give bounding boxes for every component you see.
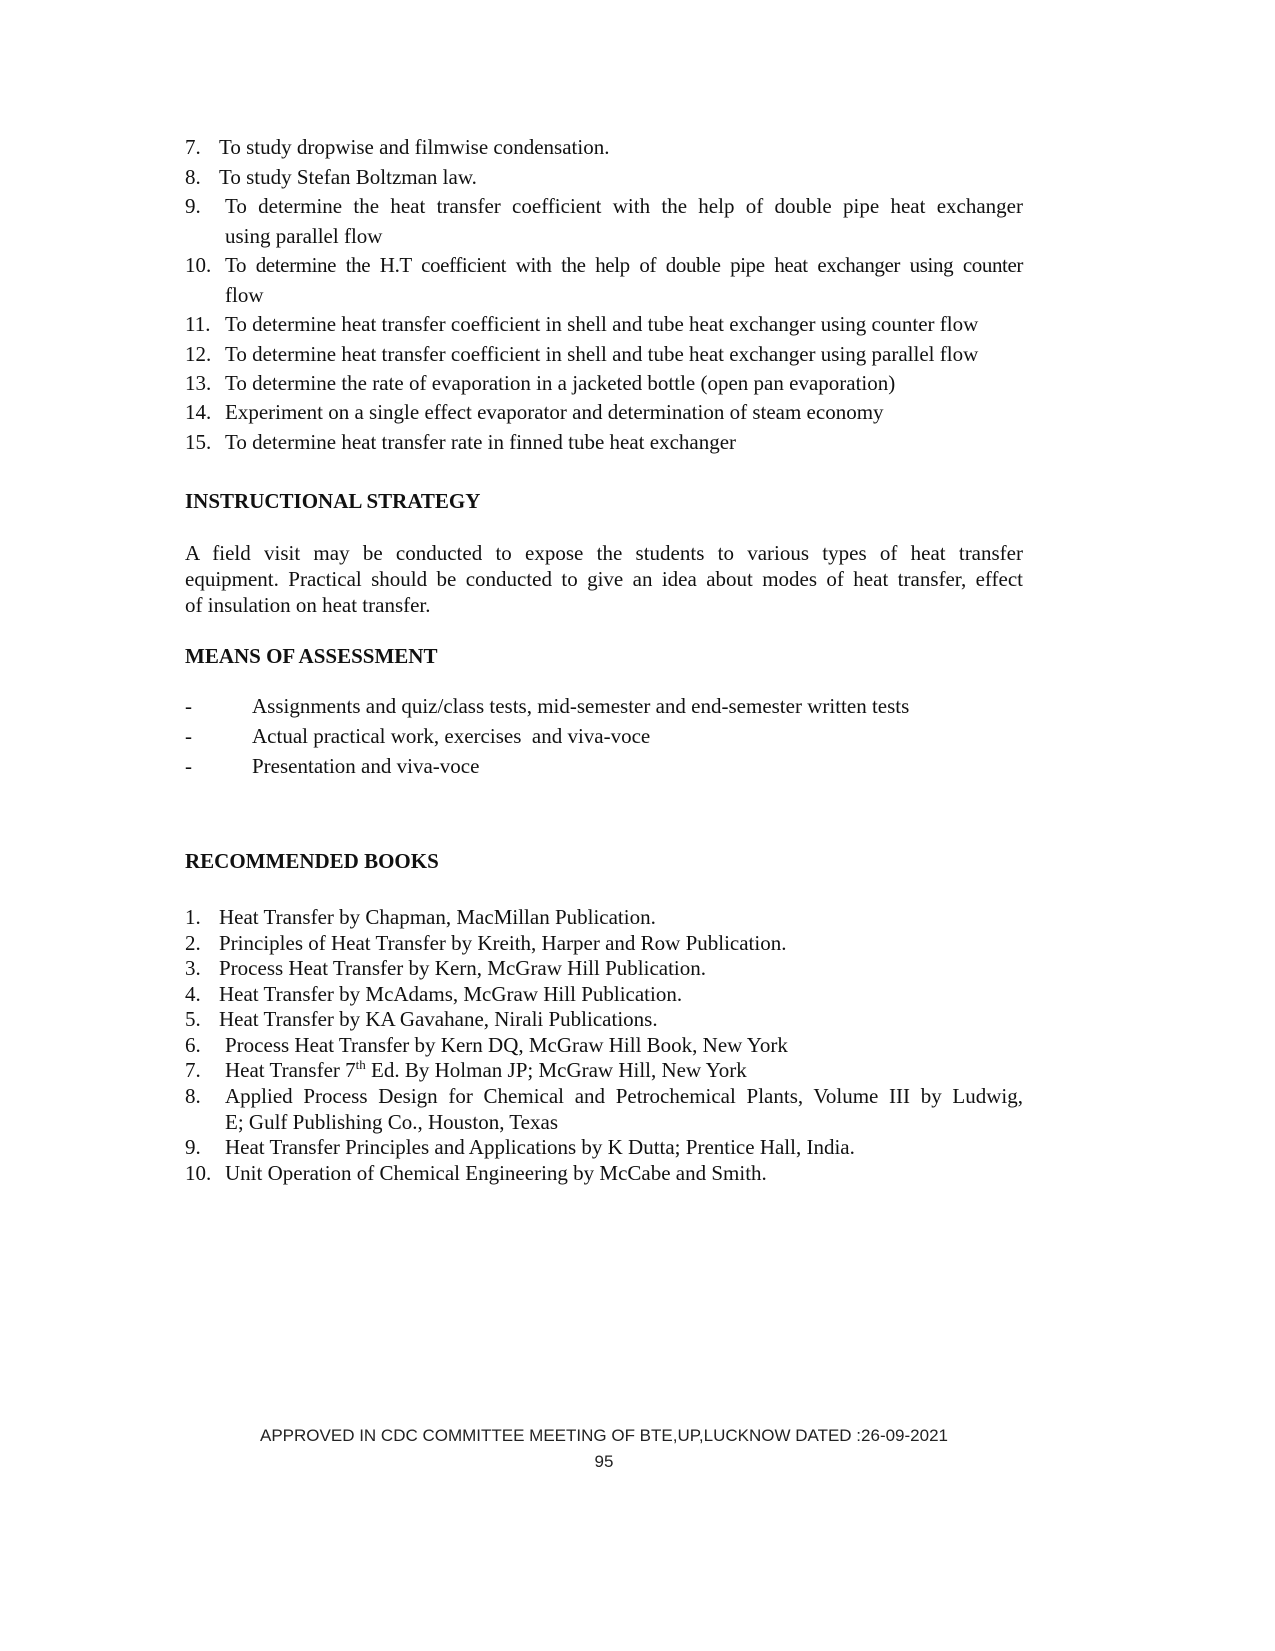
item-number: 7. [185,135,201,159]
item-number: 10. [185,1161,212,1185]
bullet: - [185,724,192,748]
instructional-strategy-paragraph [185,540,1023,618]
item-number: 9. [185,1135,201,1159]
text-part: Ed. By Holman JP; McGraw Hill, New York [365,1058,747,1082]
item-text: Heat Transfer Principles and Applications by K Dutta; Prentice Hall, India. [225,1135,855,1159]
item-text: Unit Operation of Chemical Engineering by McCabe and Smith. [225,1161,767,1185]
paragraph-line: of insulation on heat transfer. [185,593,431,617]
item-number: 10. [185,253,212,277]
item-number: 15. [185,430,212,454]
item-text: Presentation and viva-voce [252,754,480,778]
bullet: - [185,754,192,778]
section-heading-books: RECOMMENDED BOOKS [185,849,439,873]
item-text: flow [225,283,264,307]
item-number: 9. [185,194,201,218]
item-number: 3. [185,956,201,980]
item-text: Principles of Heat Transfer by Kreith, Harper and Row Publication. [219,931,787,955]
item-number: 12. [185,342,212,366]
item-text: To determine the rate of evaporation in a jacketed bottle (open pan evaporation) [225,371,896,395]
item-text: Process Heat Transfer by Kern DQ, McGraw Hill Book, New York [225,1033,788,1057]
item-text: using parallel flow [225,224,383,248]
item-number: 8. [185,1084,201,1108]
item-text: To study dropwise and filmwise condensation. [219,135,610,159]
item-text: To determine the heat transfer coefficient with the help of double pipe heat exchanger [225,194,1023,218]
item-text: To determine heat transfer rate in finned tube heat exchanger [225,430,737,454]
item-text: To determine heat transfer coefficient in shell and tube heat exchanger using counter flow [225,312,979,336]
section-heading-instructional-strategy: INSTRUCTIONAL STRATEGY [185,489,481,513]
item-text: Process Heat Transfer by Kern, McGraw Hill Publication. [219,956,706,980]
item-text: Heat Transfer by Chapman, MacMillan Publication. [219,905,656,929]
section-heading-assessment: MEANS OF ASSESSMENT [185,644,438,668]
item-number: 6. [185,1033,201,1057]
item-text: Actual practical work, exercises and viva-voce [252,724,651,748]
superscript: th [355,1057,366,1072]
item-number: 11. [185,312,211,336]
item-text: E; Gulf Publishing Co., Houston, Texas [225,1110,558,1134]
item-number: 1. [185,905,201,929]
item-number: 4. [185,982,201,1006]
item-number: 14. [185,400,212,424]
item-number: 13. [185,371,212,395]
item-number: 5. [185,1007,201,1031]
item-number: 7. [185,1058,201,1082]
item-text [225,1058,747,1082]
item-text: Assignments and quiz/class tests, mid-semester and end-semester written tests [252,694,910,718]
bullet: - [185,694,192,718]
item-text: Heat Transfer by KA Gavahane, Nirali Publications. [219,1007,658,1031]
item-text: To determine the H.T coefficient with the help of double pipe heat exchanger using counter [225,253,1023,277]
item-text: Applied Process Design for Chemical and Petrochemical Plants, Volume III by Ludwig, [225,1084,1023,1108]
paragraph-line: A field visit may be conducted to expose the students to various types of heat transfer [185,541,1023,565]
text-part: Heat Transfer 7 [225,1058,356,1082]
item-text: Experiment on a single effect evaporator and determination of steam economy [225,400,884,424]
item-text: To determine heat transfer coefficient in shell and tube heat exchanger using parallel flow [225,342,979,366]
item-number: 8. [185,165,201,189]
item-text: Heat Transfer by McAdams, McGraw Hill Publication. [219,982,683,1006]
paragraph-line: equipment. Practical should be conducted to give an idea about modes of heat transfer, effect [185,567,1023,591]
item-text: To study Stefan Boltzman law. [219,165,477,189]
item-number: 2. [185,931,201,955]
page-number: 95 [594,1452,614,1471]
approval-footer: APPROVED IN CDC COMMITTEE MEETING OF BTE,UP,LUCKNOW DATED :26-09-2021 [260,1426,948,1445]
